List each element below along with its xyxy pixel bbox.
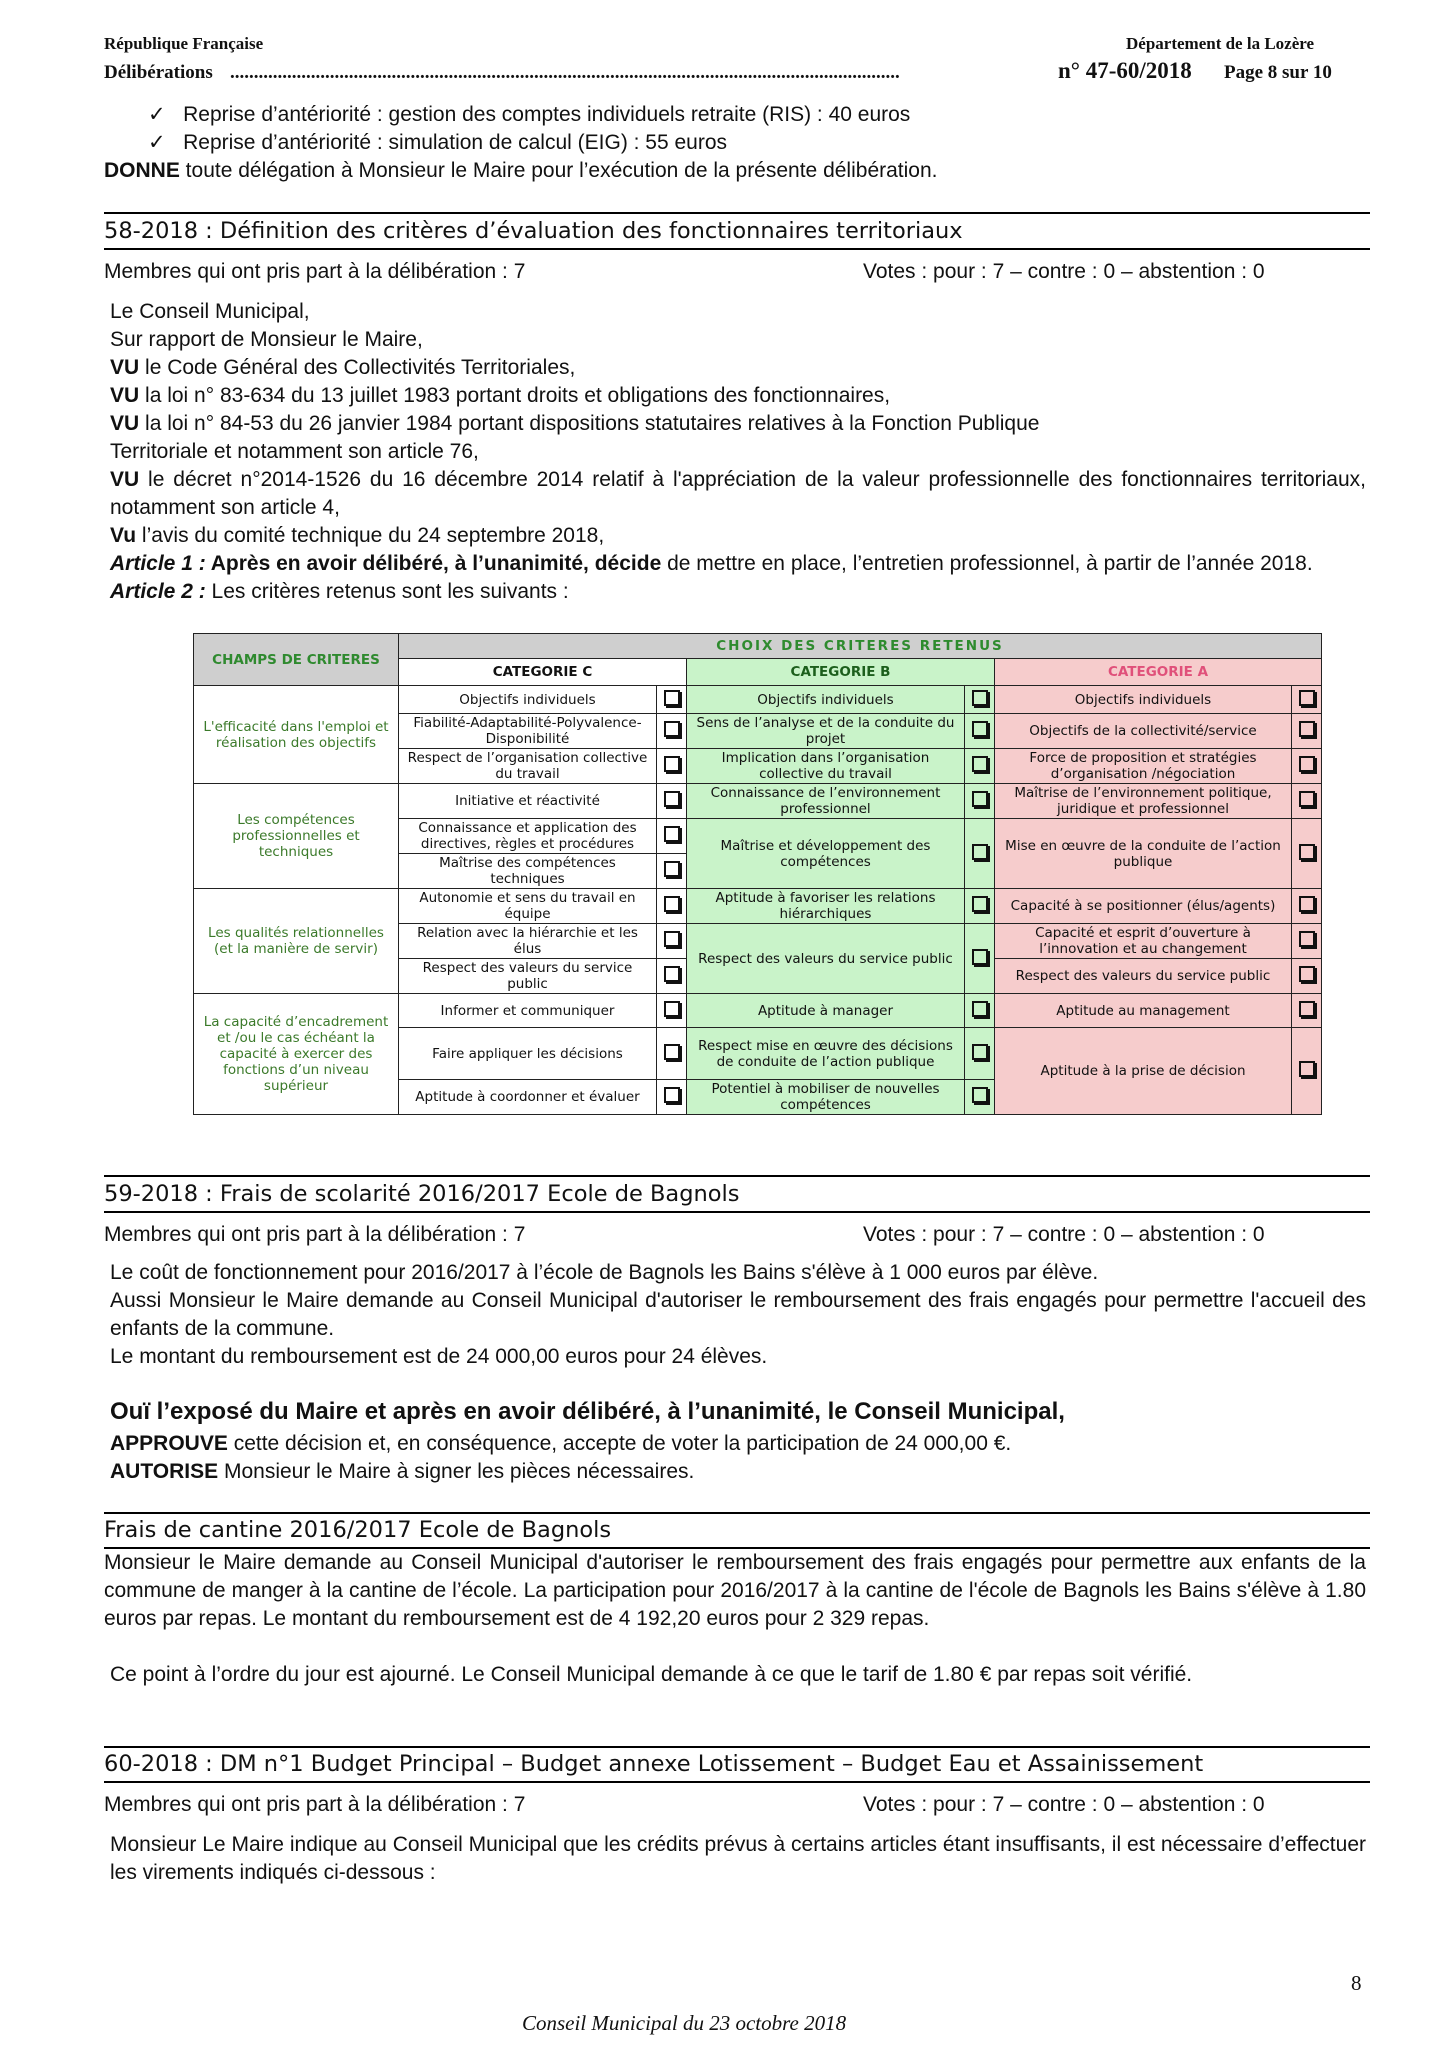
section-59-bottom-rule [104, 1211, 1370, 1213]
checkbox-c-11[interactable] [664, 1044, 680, 1060]
cat-c-header: CATEGORIE C [399, 659, 687, 686]
header-ref: n° 47-60/2018 [1058, 58, 1192, 83]
checkbox-a-1[interactable] [1299, 690, 1315, 706]
crit-b-3: Implication dans l’organisation collective du travail [687, 749, 965, 784]
crit-a-3: Force de proposition et stratégies d’organisation /négociation [995, 749, 1292, 784]
crit-b-8: Aptitude à manager [687, 994, 965, 1028]
section-60-top-rule [104, 1746, 1370, 1748]
cantine-p1: Monsieur le Maire demande au Conseil Municipal d'autoriser le remboursement des frais engagés pour permettre aux enfants de la commune de manger à la cantine de l’école. La participation pour 2016/2017 à la cantine de l'école de Bagnols les Bains s'élève à 1.80 euros par repas. Le montant du remboursement est de 4 192,20 euros pour 2 329 repas. [104, 1551, 1366, 1630]
criteria-table [193, 633, 1322, 1115]
checkbox-c-7[interactable] [664, 896, 680, 912]
checkbox-a-8[interactable] [1299, 966, 1315, 982]
checkbox-c-9[interactable] [664, 966, 680, 982]
crit-c-5: Connaissance et application des directives, règles et procédures [399, 819, 657, 854]
checkbox-a-9[interactable] [1299, 1001, 1315, 1017]
cat-a-header: CATEGORIE A [995, 659, 1322, 686]
crit-c-6: Maîtrise des compétences techniques [399, 854, 657, 889]
crit-b-4: Connaissance de l’environnement professionnel [687, 784, 965, 819]
crit-a-7: Capacité et esprit d’ouverture à l’innovation et au changement [995, 924, 1292, 959]
page-number: 8 [1351, 1971, 1362, 1995]
s59-body: Le coût de fonctionnement pour 2016/2017 à l’école de Bagnols les Bains s'élève à 1 000 euros par élève. Aussi Monsieur le Maire demande au Conseil Municipal d'autoriser le remboursement des frais engagés pour permettre l'accueil des enfants de la commune. Le montant du remboursement est de 24 000,00 euros pour 24 élèves. [110, 1261, 1366, 1368]
champ-qualites: Les qualités relationnelles (et la manière de servir) [194, 889, 399, 994]
champ-encadrement: La capacité d’encadrement et /ou le cas échéant la capacité à exercer des fonctions d’un niveau supérieur [194, 994, 399, 1115]
header-departement: Département de la Lozère [1126, 34, 1315, 53]
header-dots: ............................................................................................................................................. [230, 62, 900, 83]
champ-competences: Les compétences professionnelles et techniques [194, 784, 399, 889]
checkbox-c-1[interactable] [664, 690, 680, 706]
checkbox-a-3[interactable] [1299, 756, 1315, 772]
checkbox-a-6[interactable] [1299, 896, 1315, 912]
s59-votes: Votes : pour : 7 – contre : 0 – abstention : 0 [863, 1223, 1265, 1246]
crit-b-2: Sens de l’analyse et de la conduite du projet [687, 714, 965, 749]
s60-votes: Votes : pour : 7 – contre : 0 – abstention : 0 [863, 1793, 1265, 1816]
s60-members: Membres qui ont pris part à la délibération : 7 [104, 1793, 526, 1816]
section-59-top-rule [104, 1175, 1370, 1177]
section-58-bottom-rule [104, 248, 1370, 250]
crit-a-6: Capacité à se positionner (élus/agents) [995, 889, 1292, 924]
checkbox-c-12[interactable] [664, 1087, 680, 1103]
header-page: Page 8 sur 10 [1224, 62, 1332, 83]
crit-c-2: Fiabilité-Adaptabilité-Polyvalence-Disponibilité [399, 714, 657, 749]
crit-c-4: Initiative et réactivité [399, 784, 657, 819]
checkbox-c-8[interactable] [664, 931, 680, 947]
checkbox-c-4[interactable] [664, 791, 680, 807]
crit-b-5: Maîtrise et développement des compétences [687, 819, 965, 889]
crit-c-10: Informer et communiquer [399, 994, 657, 1028]
checkmark-icon: ✓ [148, 131, 166, 154]
checkbox-b-9[interactable] [972, 1044, 988, 1060]
checkbox-a-2[interactable] [1299, 721, 1315, 737]
crit-c-8: Relation avec la hiérarchie et les élus [399, 924, 657, 959]
check-item-1: ✓ Reprise d’antériorité : gestion des comptes individuels retraite (RIS) : 40 euros [148, 103, 911, 126]
checkbox-b-5[interactable] [972, 844, 988, 860]
crit-a-1: Objectifs individuels [995, 686, 1292, 714]
crit-c-3: Respect de l’organisation collective du travail [399, 749, 657, 784]
cantine-p2: Ce point à l’ordre du jour est ajourné. Le Conseil Municipal demande à ce que le tarif de 1.80 € par repas soit vérifié. [110, 1663, 1193, 1686]
checkbox-b-3[interactable] [972, 756, 988, 772]
section-58-title: 58-2018 : Définition des critères d’évaluation des fonctionnaires territoriaux [104, 218, 963, 244]
champs-header: CHAMPS DE CRITERES [194, 634, 399, 686]
checkbox-c-5[interactable] [664, 826, 680, 842]
cantine-top-rule [104, 1512, 1370, 1514]
checkmark-icon: ✓ [148, 103, 166, 126]
checkbox-b-1[interactable] [972, 690, 988, 706]
checkbox-b-7[interactable] [972, 949, 988, 965]
champ-efficacite: L'efficacité dans l'emploi et réalisation des objectifs [194, 686, 399, 784]
section-60-title: 60-2018 : DM n°1 Budget Principal – Budget annexe Lotissement – Budget Eau et Assainissement [104, 1751, 1204, 1777]
checkbox-a-7[interactable] [1299, 931, 1315, 947]
checkbox-a-4[interactable] [1299, 791, 1315, 807]
crit-b-1: Objectifs individuels [687, 686, 965, 714]
crit-a-10: Aptitude à la prise de décision [995, 1028, 1292, 1115]
crit-b-7: Respect des valeurs du service public [687, 924, 965, 994]
section-59-title: 59-2018 : Frais de scolarité 2016/2017 Ecole de Bagnols [104, 1181, 740, 1207]
section-60-bottom-rule [104, 1781, 1370, 1783]
checkbox-c-2[interactable] [664, 721, 680, 737]
crit-c-12: Aptitude à coordonner et évaluer [399, 1080, 657, 1115]
checkbox-a-5[interactable] [1299, 844, 1315, 860]
s59-approuve: APPROUVE cette décision et, en conséquence, accepte de voter la participation de 24 000,00 €. [110, 1432, 1012, 1455]
section-58-top-rule [104, 212, 1370, 214]
checkbox-c-10[interactable] [664, 1001, 680, 1017]
checkbox-c-6[interactable] [664, 861, 680, 877]
checkbox-c-3[interactable] [664, 756, 680, 772]
crit-a-9: Aptitude au management [995, 994, 1292, 1028]
header-republique: République Française [104, 34, 264, 53]
cat-b-header: CATEGORIE B [687, 659, 995, 686]
crit-c-1: Objectifs individuels [399, 686, 657, 714]
crit-a-8: Respect des valeurs du service public [995, 959, 1292, 994]
check-item-2: ✓ Reprise d’antériorité : simulation de calcul (EIG) : 55 euros [148, 131, 728, 154]
crit-a-2: Objectifs de la collectivité/service [995, 714, 1292, 749]
s58-members: Membres qui ont pris part à la délibération : 7 [104, 260, 526, 283]
crit-b-10: Potentiel à mobiliser de nouvelles compétences [687, 1080, 965, 1115]
checkbox-b-10[interactable] [972, 1087, 988, 1103]
crit-a-5: Mise en œuvre de la conduite de l’action publique [995, 819, 1292, 889]
checkbox-b-2[interactable] [972, 721, 988, 737]
checkbox-b-4[interactable] [972, 791, 988, 807]
crit-c-7: Autonomie et sens du travail en équipe [399, 889, 657, 924]
s58-votes: Votes : pour : 7 – contre : 0 – abstention : 0 [863, 260, 1265, 283]
choix-header: CHOIX DES CRITERES RETENUS [399, 634, 1322, 659]
crit-b-9: Respect mise en œuvre des décisions de conduite de l’action publique [687, 1028, 965, 1080]
header-deliberations: Délibérations [104, 62, 213, 83]
s59-members: Membres qui ont pris part à la délibération : 7 [104, 1223, 526, 1246]
crit-a-4: Maîtrise de l’environnement politique, juridique et professionnel [995, 784, 1292, 819]
checkbox-b-8[interactable] [972, 1001, 988, 1017]
checkbox-b-6[interactable] [972, 896, 988, 912]
crit-c-9: Respect des valeurs du service public [399, 959, 657, 994]
crit-c-11: Faire appliquer les décisions [399, 1028, 657, 1080]
donne-line: DONNE toute délégation à Monsieur le Maire pour l’exécution de la présente délibération. [104, 159, 938, 182]
cantine-title: Frais de cantine 2016/2017 Ecole de Bagnols [104, 1517, 612, 1543]
s59-oui: Ouï l’exposé du Maire et après en avoir délibéré, à l’unanimité, le Conseil Municipal, [110, 1398, 1065, 1425]
s60-p1: Monsieur Le Maire indique au Conseil Municipal que les crédits prévus à certains articles étant insuffisants, il est nécessaire d’effectuer les virements indiqués ci-dessous : [110, 1833, 1366, 1884]
footer-caption: Conseil Municipal du 23 octobre 2018 [522, 2011, 847, 2035]
crit-b-6: Aptitude à favoriser les relations hiérarchiques [687, 889, 965, 924]
checkbox-a-10[interactable] [1299, 1061, 1315, 1077]
s58-body: Le Conseil Municipal, Sur rapport de Monsieur le Maire, VU le Code Général des Collectivités Territoriales, VU la loi n° 83-634 du 13 juillet 1983 portant droits et obligations des fonctionnaires, VU la loi n° 84-53 du 26 janvier 1984 portant dispositions statutaires relatives à la Fonction Publique Territoriale et notamment son article 76, VU le décret n°2014-1526 du 16 décembre 2014 relatif à l'appréciation de la valeur professionnelle des fonctionnaires territoriaux, notamment son article 4, Vu l’avis du comité technique du 24 septembre 2018, Article 1 : Après en avoir délibéré, à l’unanimité, décide de mettre en place, l’entretien professionnel, à partir de l’année 2018. Article 2 : Les critères retenus sont les suivants : [110, 300, 1366, 603]
s59-autorise: AUTORISE Monsieur le Maire à signer les pièces nécessaires. [110, 1460, 695, 1483]
